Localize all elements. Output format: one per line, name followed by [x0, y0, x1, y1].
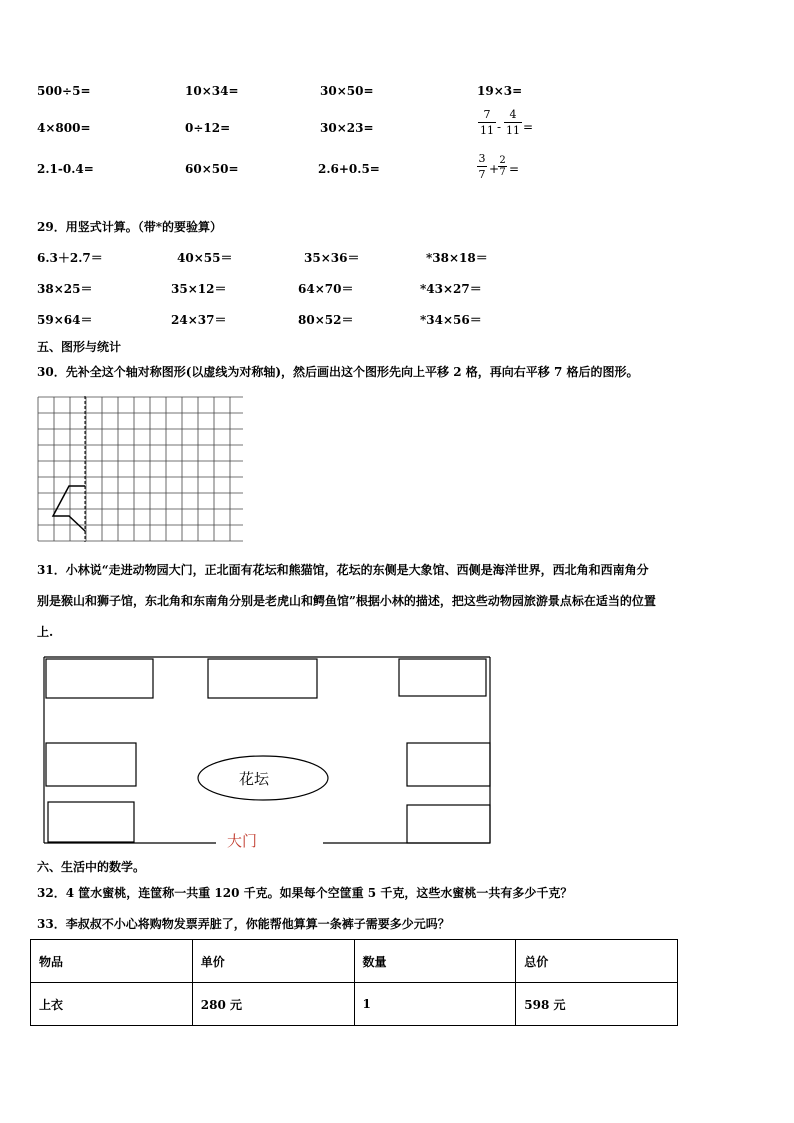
table-cell: 280 元: [192, 983, 354, 1026]
calc-item: 80×52＝: [298, 313, 354, 327]
table-cell: 1: [354, 983, 516, 1026]
gate-label: 大门: [227, 832, 258, 850]
northwest-box: [46, 659, 153, 698]
calc-item: 2.1-0.4=: [37, 162, 94, 176]
calc-item: 24×37＝: [171, 313, 227, 327]
zoo-map: [40, 655, 494, 855]
section-heading: 六、生活中的数学。: [37, 860, 146, 874]
calc-item: *43×27＝: [420, 282, 482, 296]
question-31-line: 上.: [37, 625, 54, 639]
fraction: [504, 108, 522, 137]
fraction-bar: [504, 122, 522, 123]
calc-item: 38×25＝: [37, 282, 93, 296]
equals: =: [509, 162, 520, 176]
equals: =: [523, 120, 534, 134]
table-header-cell: 单价: [192, 940, 354, 983]
question-32-title: 32．4 筐水蜜桃，连筐称一共重 120 千克。如果每个空筐重 5 千克，这些水蜜桃一共有多少千克？: [37, 886, 573, 900]
table-header-row: [31, 940, 678, 983]
operator: +: [489, 162, 500, 176]
numerator: 2: [499, 155, 506, 166]
calc-item: 10×34=: [185, 84, 239, 98]
calc-item: 500÷5=: [37, 84, 91, 98]
calc-item: 30×50=: [320, 84, 374, 98]
west-box: [46, 743, 136, 786]
question-29-title: 29．用竖式计算。（带*的要验算）: [37, 220, 222, 234]
question-31-line: 别是猴山和狮子馆，东北角和东南角分别是老虎山和鳄鱼馆”根据小林的描述，把这些动物园旅游景点标在适当的位置: [37, 594, 656, 608]
calc-item: 4×800=: [37, 121, 91, 135]
denominator: 11: [506, 124, 520, 137]
calc-item: 60×50=: [185, 162, 239, 176]
table-header-cell: 物品: [31, 940, 193, 983]
denominator: 7: [499, 167, 506, 178]
calc-item: 19×3=: [477, 84, 523, 98]
question-30-title: 30．先补全这个轴对称图形(以虚线为对称轴)，然后画出这个图形先向上平移 2 格，再向右平移 7 格后的图形。: [37, 365, 639, 379]
calc-item: 30×23=: [320, 121, 374, 135]
flowerbed-label: 花坛: [239, 770, 270, 788]
denominator: 7: [478, 168, 486, 181]
table-row: [31, 983, 678, 1026]
section-heading: 五、图形与统计: [37, 340, 122, 354]
fraction: [478, 108, 496, 137]
calc-item: 35×12＝: [171, 282, 227, 296]
numerator: 3: [478, 152, 486, 165]
denominator: 11: [480, 124, 494, 137]
question-33-title: 33．李叔叔不小心将购物发票弄脏了，你能帮他算算一条裤子需要多少元吗？: [37, 917, 450, 931]
north-box: [208, 659, 317, 698]
calc-item: 35×36＝: [304, 251, 360, 265]
calc-item: 59×64＝: [37, 313, 93, 327]
calc-item: 0÷12=: [185, 121, 231, 135]
calc-item: *34×56＝: [420, 313, 482, 327]
calc-item: 2.6+0.5=: [318, 162, 380, 176]
table-cell: 598 元: [516, 983, 678, 1026]
fraction: [498, 155, 507, 178]
question-31-line: 31．小林说“走进动物园大门，正北面有花坛和熊猫馆，花坛的东侧是大象馆、西侧是海洋世界，西北角和西南角分: [37, 563, 649, 577]
invoice-table: [30, 939, 678, 1026]
calc-item: 40×55＝: [177, 251, 233, 265]
northeast-box: [399, 659, 486, 696]
grid-figure: [37, 396, 243, 544]
east-box: [407, 743, 490, 786]
operator: -: [497, 120, 502, 134]
numerator: 7: [483, 108, 491, 121]
table-header-cell: 总价: [516, 940, 678, 983]
fraction: [477, 152, 487, 181]
fraction-bar: [477, 166, 487, 167]
southeast-box: [407, 805, 490, 843]
calc-item: *38×18＝: [426, 251, 488, 265]
fraction-bar: [478, 122, 496, 123]
calc-item: 6.3＋2.7＝: [37, 251, 103, 265]
table-header-cell: 数量: [354, 940, 516, 983]
numerator: 4: [509, 108, 517, 121]
calc-item: 64×70＝: [298, 282, 354, 296]
table-cell: 上衣: [31, 983, 193, 1026]
southwest-box: [48, 802, 134, 842]
